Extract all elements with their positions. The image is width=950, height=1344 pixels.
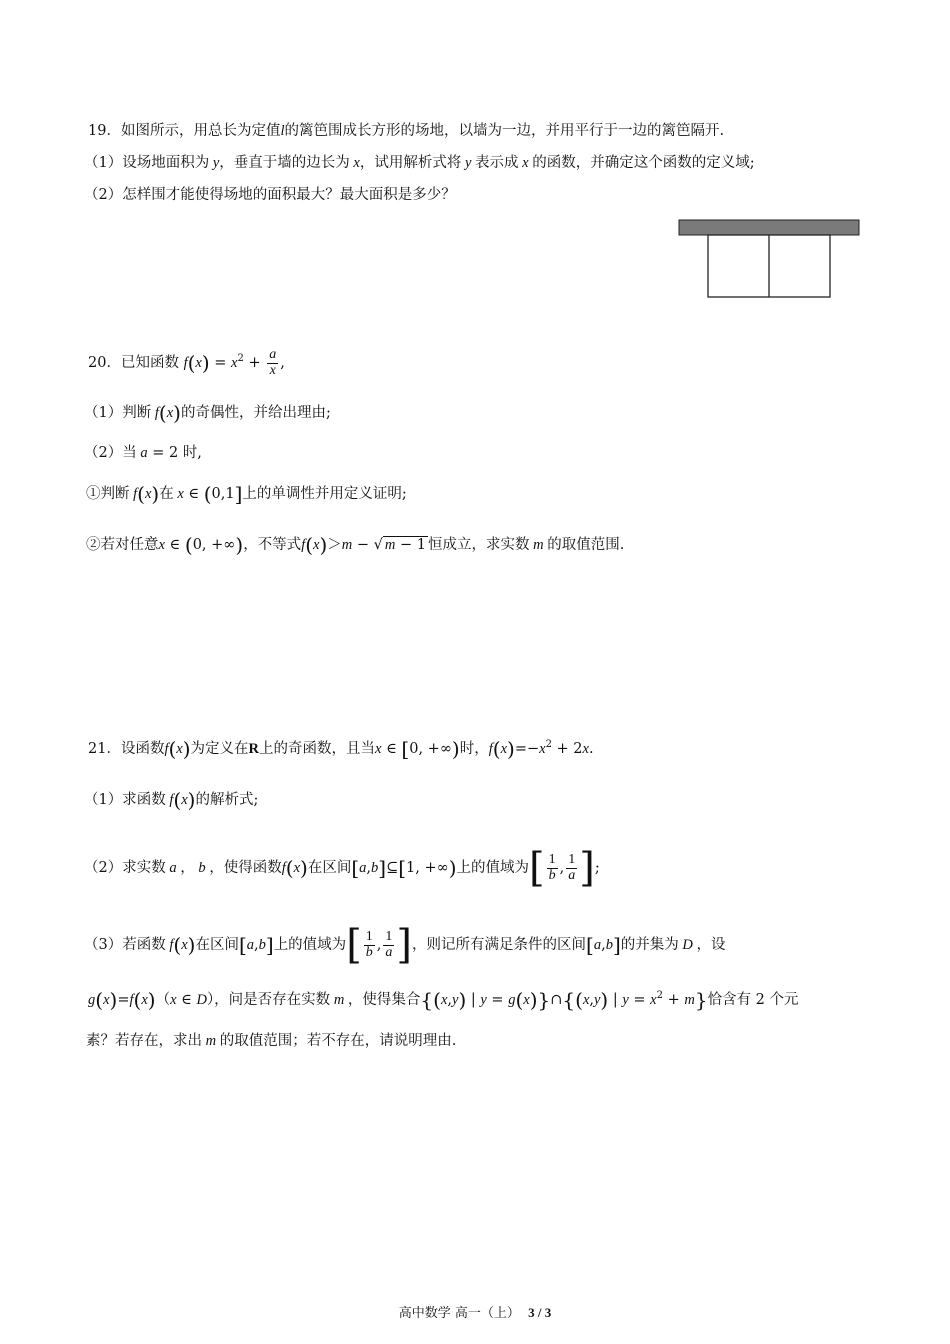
page-footer: 高中数学 高一（上） 3 / 3 [398, 1305, 552, 1321]
fence-diagram [678, 218, 862, 300]
q21-part3-line1: （3）若函数 f(x)在区间[a,b]上的值域为[ $\frac{1}{b}$ , $\frac{1}{a}$ ]，则记所有满足条件的区间[a,b]的并集为 D ，设 [84, 922, 726, 968]
q19-stem: 19．如图所示，用总长为定值l的篱笆围成长方形的场地，以墙为一边，并用平行于一边的篱笆隔开. [88, 123, 725, 139]
q21-part1: （1）求函数 f(x)的解析式; [84, 788, 259, 812]
q20-part1: （1）判断 f(x)的奇偶性，并给出理由; [84, 401, 331, 425]
q20-stem: 20．已知函数 $f(x) = x^2$ + $\frac{a}{x}$ , [88, 347, 285, 378]
page-number: 3 / 3 [528, 1305, 552, 1320]
q20-sub2: ②若对任意x ∈ (0, +∞)，不等式f(x)＞m − √ m − 1 恒成立，求实数 m 的取值范围. [86, 533, 625, 557]
q19-part1: （1）设场地面积为 y，垂直于墙的边长为 x，试用解析式将 y 表示成 x 的函数，并确定这个函数的定义域; [84, 155, 755, 171]
q20-sub1: ①判断 f(x)在 x ∈ (0,1]上的单调性并用定义证明; [86, 482, 407, 506]
wall [679, 220, 859, 235]
q19-part2: （2）怎样围才能使得场地的面积最大？最大面积是多少？ [84, 187, 456, 203]
fraction-a-over-x: $\frac{a}{x}$ [269, 347, 277, 378]
q21-part2: （2）求实数 a ， b ，使得函数f(x)在区间[a,b]⊆[1, +∞)上的值域为[ $\frac{1}{b}$ , $\frac{1}{a}$ ]; [84, 845, 600, 891]
q21-part3-line2: g(x)=f(x)（x ∈ D），问是否存在实数 m ，使得集合{(x,y) | y = g(x)}∩{(x,y) | $y = x^2 + m$}恰含有 2 个元 [88, 988, 799, 1012]
q21-part3-line3: 素？若存在，求出 m 的取值范围；若不存在，请说明理由. [86, 1033, 457, 1049]
q21-stem: 21．设函数f(x)为定义在R上的奇函数，且当x ∈ [0, +∞)时，$f(x)=-x^2 + 2x$. [88, 737, 594, 761]
q20-part2: （2）当 a = 2 时, [84, 445, 202, 461]
